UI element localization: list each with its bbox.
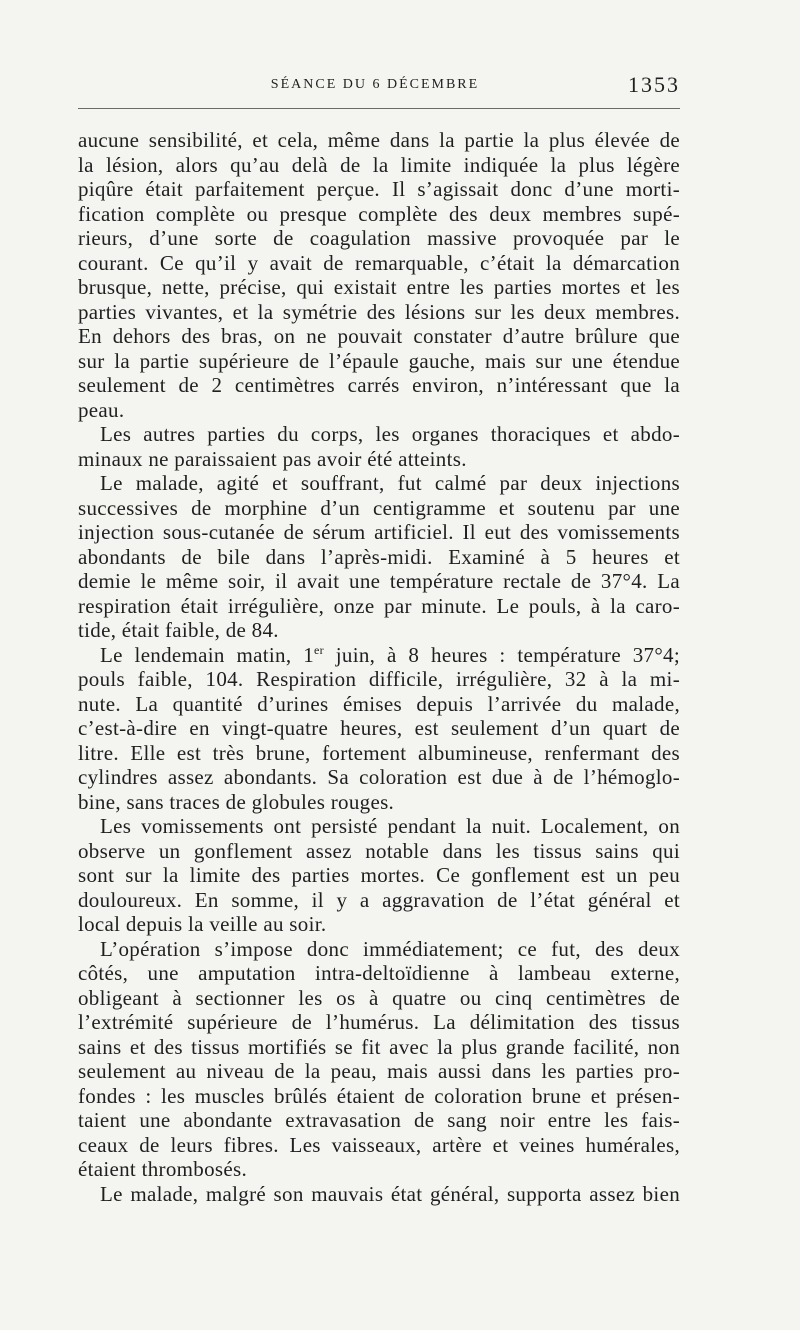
text-line: sur la partie supérieure de l’épaule gauche, mais sur une étendue: [78, 348, 680, 373]
text-line: douloureux. En somme, il y a aggravation de l’état général et: [78, 887, 680, 912]
text-line: rieurs, d’une sorte de coagulation massive provoquée par le: [78, 226, 680, 250]
text-line: observe un gonflement assez notable dans les tissus sains qui: [78, 838, 680, 863]
text-line: pouls faible, 104. Respiration difficile, irrégulière, 32 à la mi-: [78, 667, 680, 691]
page-number: 1353: [628, 72, 680, 97]
text-line: seulement de 2 centimètres carrés environ, n’intéressant que la: [78, 373, 680, 397]
superscript: er: [314, 642, 324, 657]
text-line: parties vivantes, et la symétrie des lésions sur les deux membres.: [78, 299, 680, 324]
paragraph: [78, 937, 680, 1182]
text-line: sains et des tissus mortifiés se fit avec la plus grande facilité, non: [78, 1034, 680, 1059]
text-line: fondes : les muscles brûlés étaient de coloration brune et présen-: [78, 1083, 680, 1108]
text-line: c’est-à-dire en vingt-quatre heures, est seulement d’un quart de: [78, 716, 680, 740]
text-line: brusque, nette, précise, qui existait entre les parties mortes et les: [78, 275, 680, 299]
text-line: taient une abondante extravasation de sang noir entre les fais-: [78, 1108, 680, 1132]
text-line: sont sur la limite des parties mortes. Ce gonflement est un peu: [78, 863, 680, 887]
text-line: tide, était faible, de 84.: [78, 618, 279, 642]
text-line: L’opération s’impose donc immédiatement; ce fut, des deux: [100, 936, 680, 961]
text-line: peau.: [78, 397, 125, 422]
text-line: abondants de bile dans l’après-midi. Examiné à 5 heures et: [78, 544, 680, 569]
text-line: litre. Elle est très brune, fortement albumineuse, renfermant des: [78, 740, 680, 765]
text-line: obligeant à sectionner les os à quatre ou cinq centimètres de: [78, 985, 680, 1010]
paragraph: [78, 643, 680, 815]
text-line: seulement au niveau de la peau, mais aussi dans les parties pro-: [78, 1059, 680, 1083]
running-head: SÉANCE DU 6 DÉCEMBRE: [270, 77, 480, 92]
text-line: côtés, une amputation intra-deltoïdienne à lambeau externe,: [78, 961, 680, 985]
text-segment: juin, à 8 heures : température 37°4;: [323, 642, 680, 667]
text-line: piqûre était parfaitement perçue. Il s’agissait donc d’une morti-: [78, 177, 680, 201]
paragraph: [78, 1182, 680, 1207]
paragraph: [78, 471, 680, 643]
text-line: la lésion, alors qu’au delà de la limite indiquée la plus légère: [78, 152, 680, 177]
text-line: successives de morphine d’un centigramme et soutenu par une: [78, 495, 680, 520]
text-segment: Le lendemain matin, 1: [100, 642, 315, 667]
paragraph: [78, 814, 680, 937]
text-line: local depuis la veille au soir.: [78, 912, 327, 936]
text-line: courant. Ce qu’il y avait de remarquable, c’était la démarcation: [78, 250, 680, 275]
text-line: Les vomissements ont persisté pendant la nuit. Localement, on: [100, 814, 680, 838]
text-line: Le malade, malgré son mauvais état général, supporta assez bien: [100, 1181, 680, 1206]
header-rule: [78, 108, 680, 109]
text-line: aucune sensibilité, et cela, même dans la partie la plus élevée de: [78, 128, 680, 152]
text-line: ceaux de leurs fibres. Les vaisseaux, artère et veines humérales,: [78, 1132, 680, 1157]
text-line: bine, sans traces de globules rouges.: [78, 789, 395, 814]
text-line: étaient thrombosés.: [78, 1157, 247, 1181]
text-line: cylindres assez abondants. Sa coloration est due à de l’hémoglo-: [78, 765, 680, 789]
text-line: Les autres parties du corps, les organes thoraciques et abdo-: [100, 422, 680, 446]
text-line: En dehors des bras, on ne pouvait constater d’autre brûlure que: [78, 324, 680, 348]
text-line: [78, 643, 680, 668]
body-text: [78, 128, 680, 1206]
text-line: respiration était irrégulière, onze par minute. Le pouls, à la caro-: [78, 593, 680, 618]
text-line: l’extrémité supérieure de l’humérus. La délimitation des tissus: [78, 1010, 680, 1034]
text-line: injection sous-cutanée de sérum artificiel. Il eut des vomissements: [78, 520, 680, 544]
paragraph: [78, 422, 680, 471]
text-line: demie le même soir, il avait une température rectale de 37°4. La: [78, 569, 680, 593]
text-line: fication complète ou presque complète des deux membres supé-: [78, 201, 680, 226]
paragraph: [78, 128, 680, 422]
text-line: minaux ne paraissaient pas avoir été atteints.: [78, 446, 467, 471]
text-line: nute. La quantité d’urines émises depuis l’arrivée du malade,: [78, 691, 680, 716]
text-line: Le malade, agité et souffrant, fut calmé par deux injections: [100, 471, 680, 495]
